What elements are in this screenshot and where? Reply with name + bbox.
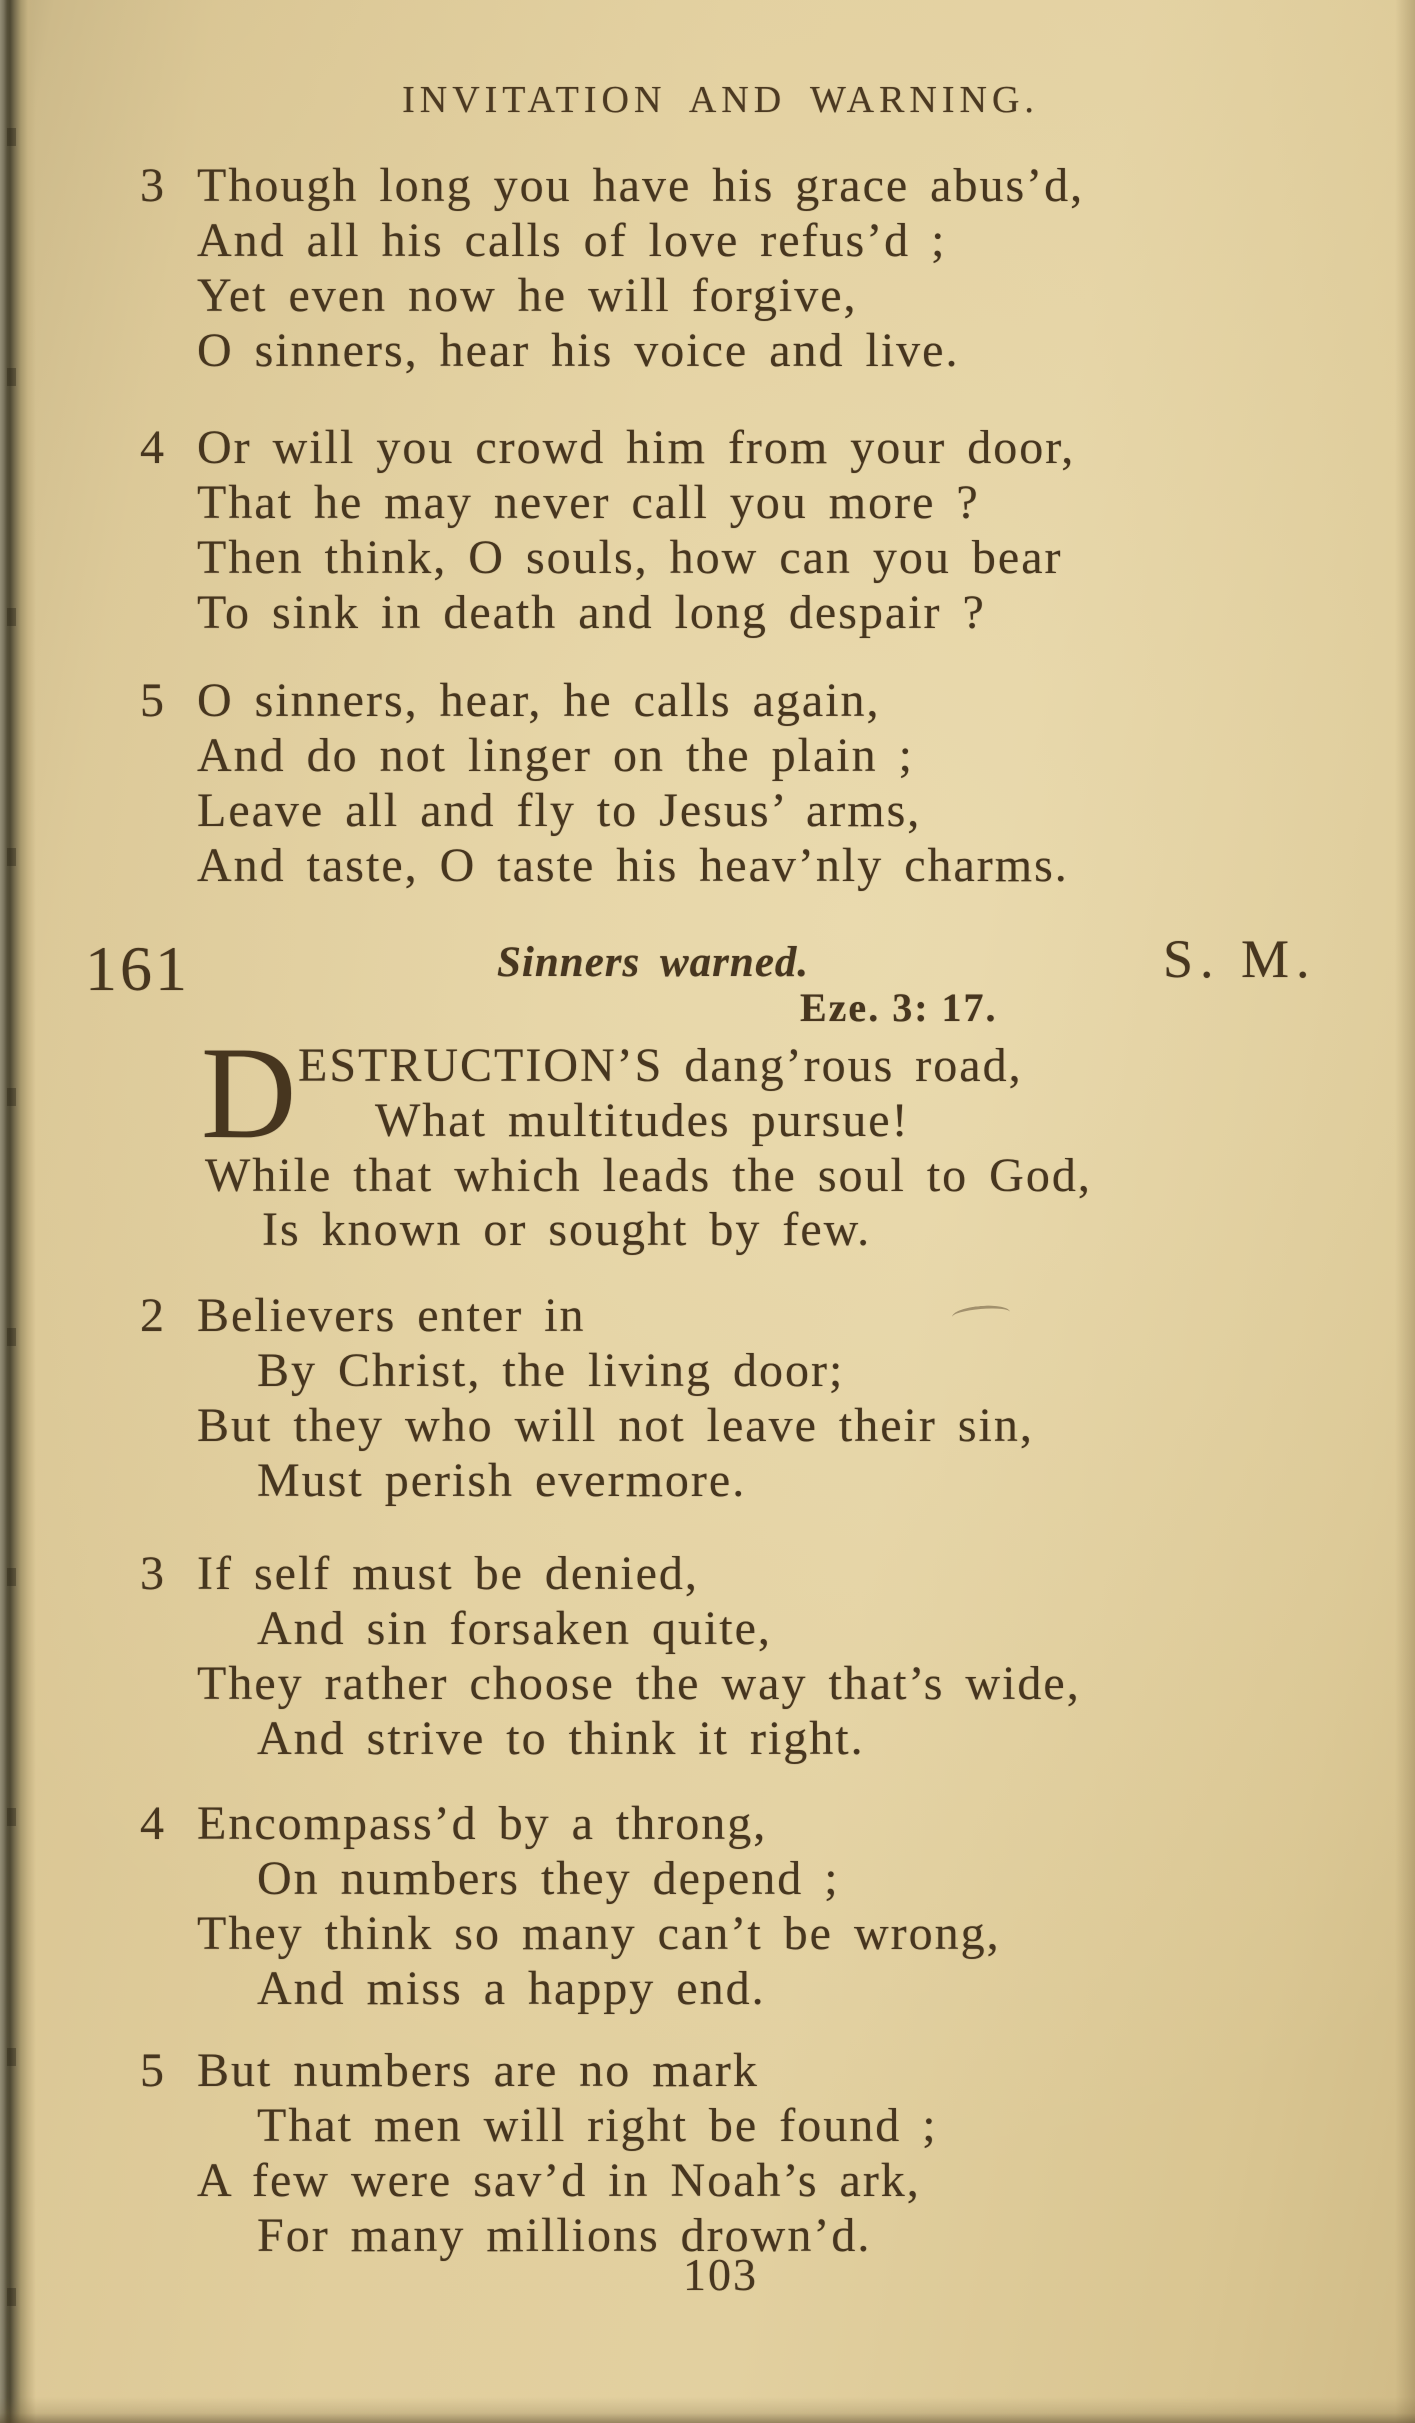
verse-line: To sink in death and long despair ? <box>197 586 986 639</box>
verse-number: 3 <box>140 159 166 212</box>
verse-line: They think so many can’t be wrong, <box>197 1907 1001 1960</box>
verse-line: A few were sav’d in Noah’s ark, <box>197 2154 921 2207</box>
verse-line: Though long you have his grace abus’d, <box>197 159 1085 212</box>
verse-line: ESTRUCTION’S dang’rous road, <box>298 1039 1023 1092</box>
verse-line: Is known or sought by few. <box>262 1203 872 1256</box>
verse-line: Leave all and fly to Jesus’ arms, <box>197 784 922 837</box>
verse-line: Believers enter in <box>197 1289 586 1342</box>
page-binding-edge <box>0 0 36 2423</box>
verse <box>140 420 1397 640</box>
verse-line: But they who will not leave their sin, <box>197 1399 1034 1452</box>
verse-line: That he may never call you more ? <box>197 476 980 529</box>
verse <box>197 1019 1397 1263</box>
verse <box>140 2043 1397 2263</box>
binding-stitches <box>7 0 16 2423</box>
verse-number: 4 <box>140 421 166 474</box>
hymn-number: 161 <box>85 933 190 1004</box>
drop-cap: D <box>201 1019 297 1166</box>
hymn-meter: S. M. <box>1163 929 1317 989</box>
page-bottom-edge <box>0 2397 1415 2423</box>
verse-line: Encompass’d by a throng, <box>197 1797 768 1850</box>
verse <box>140 1546 1397 1766</box>
verse-number: 4 <box>140 1797 166 1850</box>
verse-number: 2 <box>140 1289 166 1342</box>
verse-line: That men will right be found ; <box>257 2099 938 2152</box>
verse-line: And all his calls of love refus’d ; <box>197 214 947 267</box>
running-header: INVITATION AND WARNING. <box>402 79 1039 121</box>
page-number: 103 <box>683 2249 758 2300</box>
verse-line: While that which leads the soul to God, <box>205 1149 1092 1202</box>
verse-line: Yet even now he will forgive, <box>197 269 858 322</box>
hymn-scripture-ref: Eze. 3: 17. <box>800 985 998 1030</box>
verse-line: And sin forsaken quite, <box>257 1602 772 1655</box>
hymn-title: Sinners warned. <box>497 939 810 986</box>
verse <box>140 1288 1397 1508</box>
verse-line: Then think, O souls, how can you bear <box>197 531 1063 584</box>
verse-number: 3 <box>140 1547 166 1600</box>
verse-line: On numbers they depend ; <box>257 1852 840 1905</box>
verse-line: O sinners, hear, he calls again, <box>197 674 881 727</box>
verse-line: But numbers are no mark <box>197 2044 759 2097</box>
verse-line: And strive to think it right. <box>257 1712 865 1765</box>
verse-line: They rather choose the way that’s wide, <box>197 1657 1081 1710</box>
verse-line: Must perish evermore. <box>257 1454 747 1507</box>
verse <box>140 158 1397 378</box>
verse-line: O sinners, hear his voice and live. <box>197 324 960 377</box>
verse-line: And do not linger on the plain ; <box>197 729 914 782</box>
verse-number: 5 <box>140 674 166 727</box>
verse-line: For many millions drown’d. <box>257 2209 872 2262</box>
verse-line: Or will you crowd him from your door, <box>197 421 1076 474</box>
verse-line: By Christ, the living door; <box>257 1344 845 1397</box>
verse <box>140 673 1397 893</box>
verse-line: If self must be denied, <box>197 1547 699 1600</box>
verse-line: And taste, O taste his heav’nly charms. <box>197 839 1069 892</box>
page-right-edge <box>1395 0 1415 2423</box>
verse-line: What multitudes pursue! <box>375 1094 910 1147</box>
verse-number: 5 <box>140 2044 166 2097</box>
verse <box>140 1796 1397 2016</box>
verse-line: And miss a happy end. <box>257 1962 766 2015</box>
